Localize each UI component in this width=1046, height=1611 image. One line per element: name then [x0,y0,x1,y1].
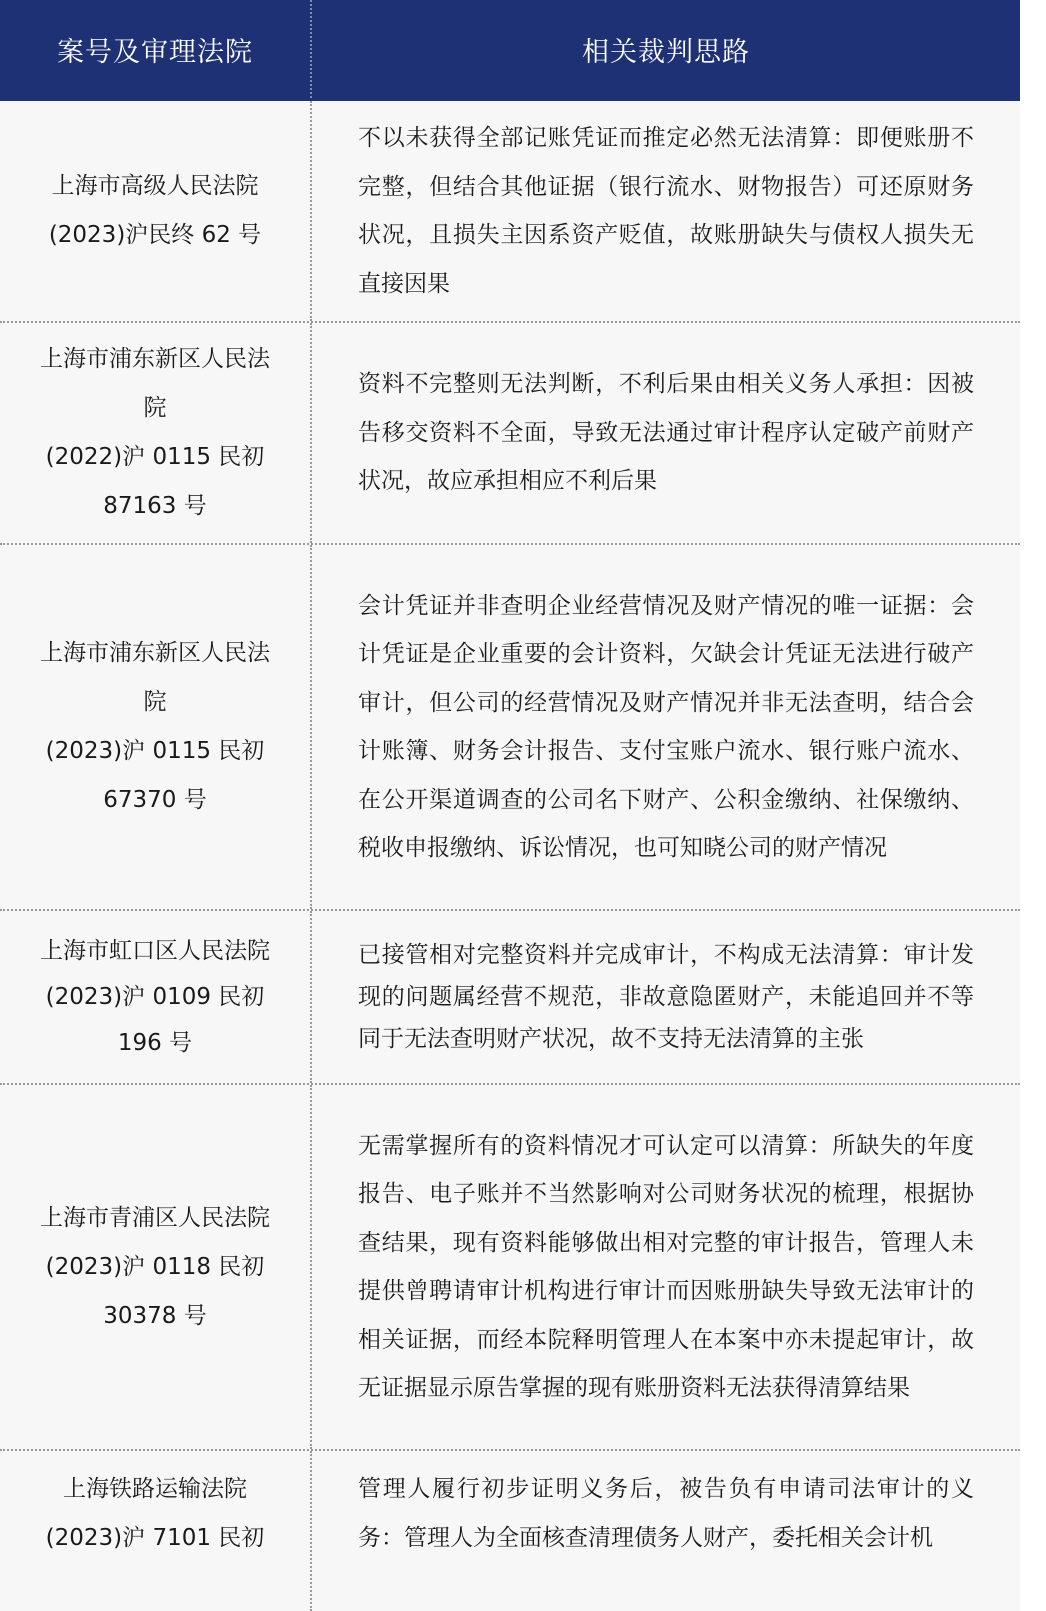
reasoning-cell [312,323,1020,543]
table-row [0,1085,1020,1451]
court-cell [0,1085,312,1449]
court-cell [0,101,312,321]
header-reasoning: 相关裁判思路 [582,36,750,68]
court-text: 上海铁路运输法院 (2023)沪 7101 民初 [45,1476,265,1551]
court-text: 上海市虹口区人民法院 (2023)沪 0109 民初 196 号 [40,938,270,1056]
court-cell [0,911,312,1083]
court-text: 上海市高级人民法院 (2023)沪民终 62 号 [48,173,262,248]
reasoning-cell [312,1085,1020,1449]
table-row [0,911,1020,1085]
court-text: 上海市浦东新区人民法 院 (2023)沪 0115 民初 67370 号 [40,640,270,813]
reasoning-text: 无需掌握所有的资料情况才可认定可以清算：所缺失的年度报告、电子账并不当然影响对公司财务状况的梳理，根据协查结果，现有资料能够做出相对完整的审计报告，管理人未提供曾聘请审计机构进行审计而因账册缺失导致无法审计的相关证据，而经本院释明管理人在本案中亦未提起审计，故无证据显示原告掌握的现有账册资料无法获得清算结果 [358,1132,974,1401]
reasoning-text: 管理人履行初步证明义务后，被告负有申请司法审计的义务：管理人为全面核查清理债务人财产，委托相关会计机 [358,1476,974,1551]
reasoning-text: 已接管相对完整资料并完成审计，不构成无法清算：审计发现的问题属经营不规范，非故意隐匿财产，未能追回并不等同于无法查明财产状况，故不支持无法清算的主张 [358,942,974,1052]
table-row [0,323,1020,545]
table-row [0,101,1020,323]
court-cell [0,323,312,543]
reasoning-cell [312,1451,1020,1562]
reasoning-cell [312,545,1020,909]
court-cell [0,1451,312,1611]
reasoning-text: 不以未获得全部记账凭证而推定必然无法清算：即便账册不完整，但结合其他证据（银行流水、财物报告）可还原财务状况，且损失主因系资产贬值，故账册缺失与债权人损失无直接因果 [358,125,974,297]
table-row [0,1451,1020,1611]
court-text: 上海市浦东新区人民法 院 (2022)沪 0115 民初 87163 号 [40,346,270,519]
reasoning-cell [312,101,1020,321]
reasoning-cell [312,911,1020,1083]
header-case-court: 案号及审理法院 [0,0,312,98]
reasoning-text: 会计凭证并非查明企业经营情况及财产情况的唯一证据：会计凭证是企业重要的会计资料，欠缺会计凭证无法进行破产审计，但公司的经营情况及财产情况并非无法查明，结合会计账簿、财务会计报告、支付宝账户流水、银行账户流水、在公开渠道调查的公司名下财产、公积金缴纳、社保缴纳、税收申报缴纳、诉讼情况，也可知晓公司的财产情况 [358,592,974,861]
court-text: 上海市青浦区人民法院 (2023)沪 0118 民初 30378 号 [40,1204,270,1329]
table-row [0,545,1020,911]
reasoning-text: 资料不完整则无法判断，不利后果由相关义务人承担：因被告移交资料不全面，导致无法通过审计程序认定破产前财产状况，故应承担相应不利后果 [358,371,974,495]
court-cell [0,545,312,909]
table-header [0,0,1020,101]
